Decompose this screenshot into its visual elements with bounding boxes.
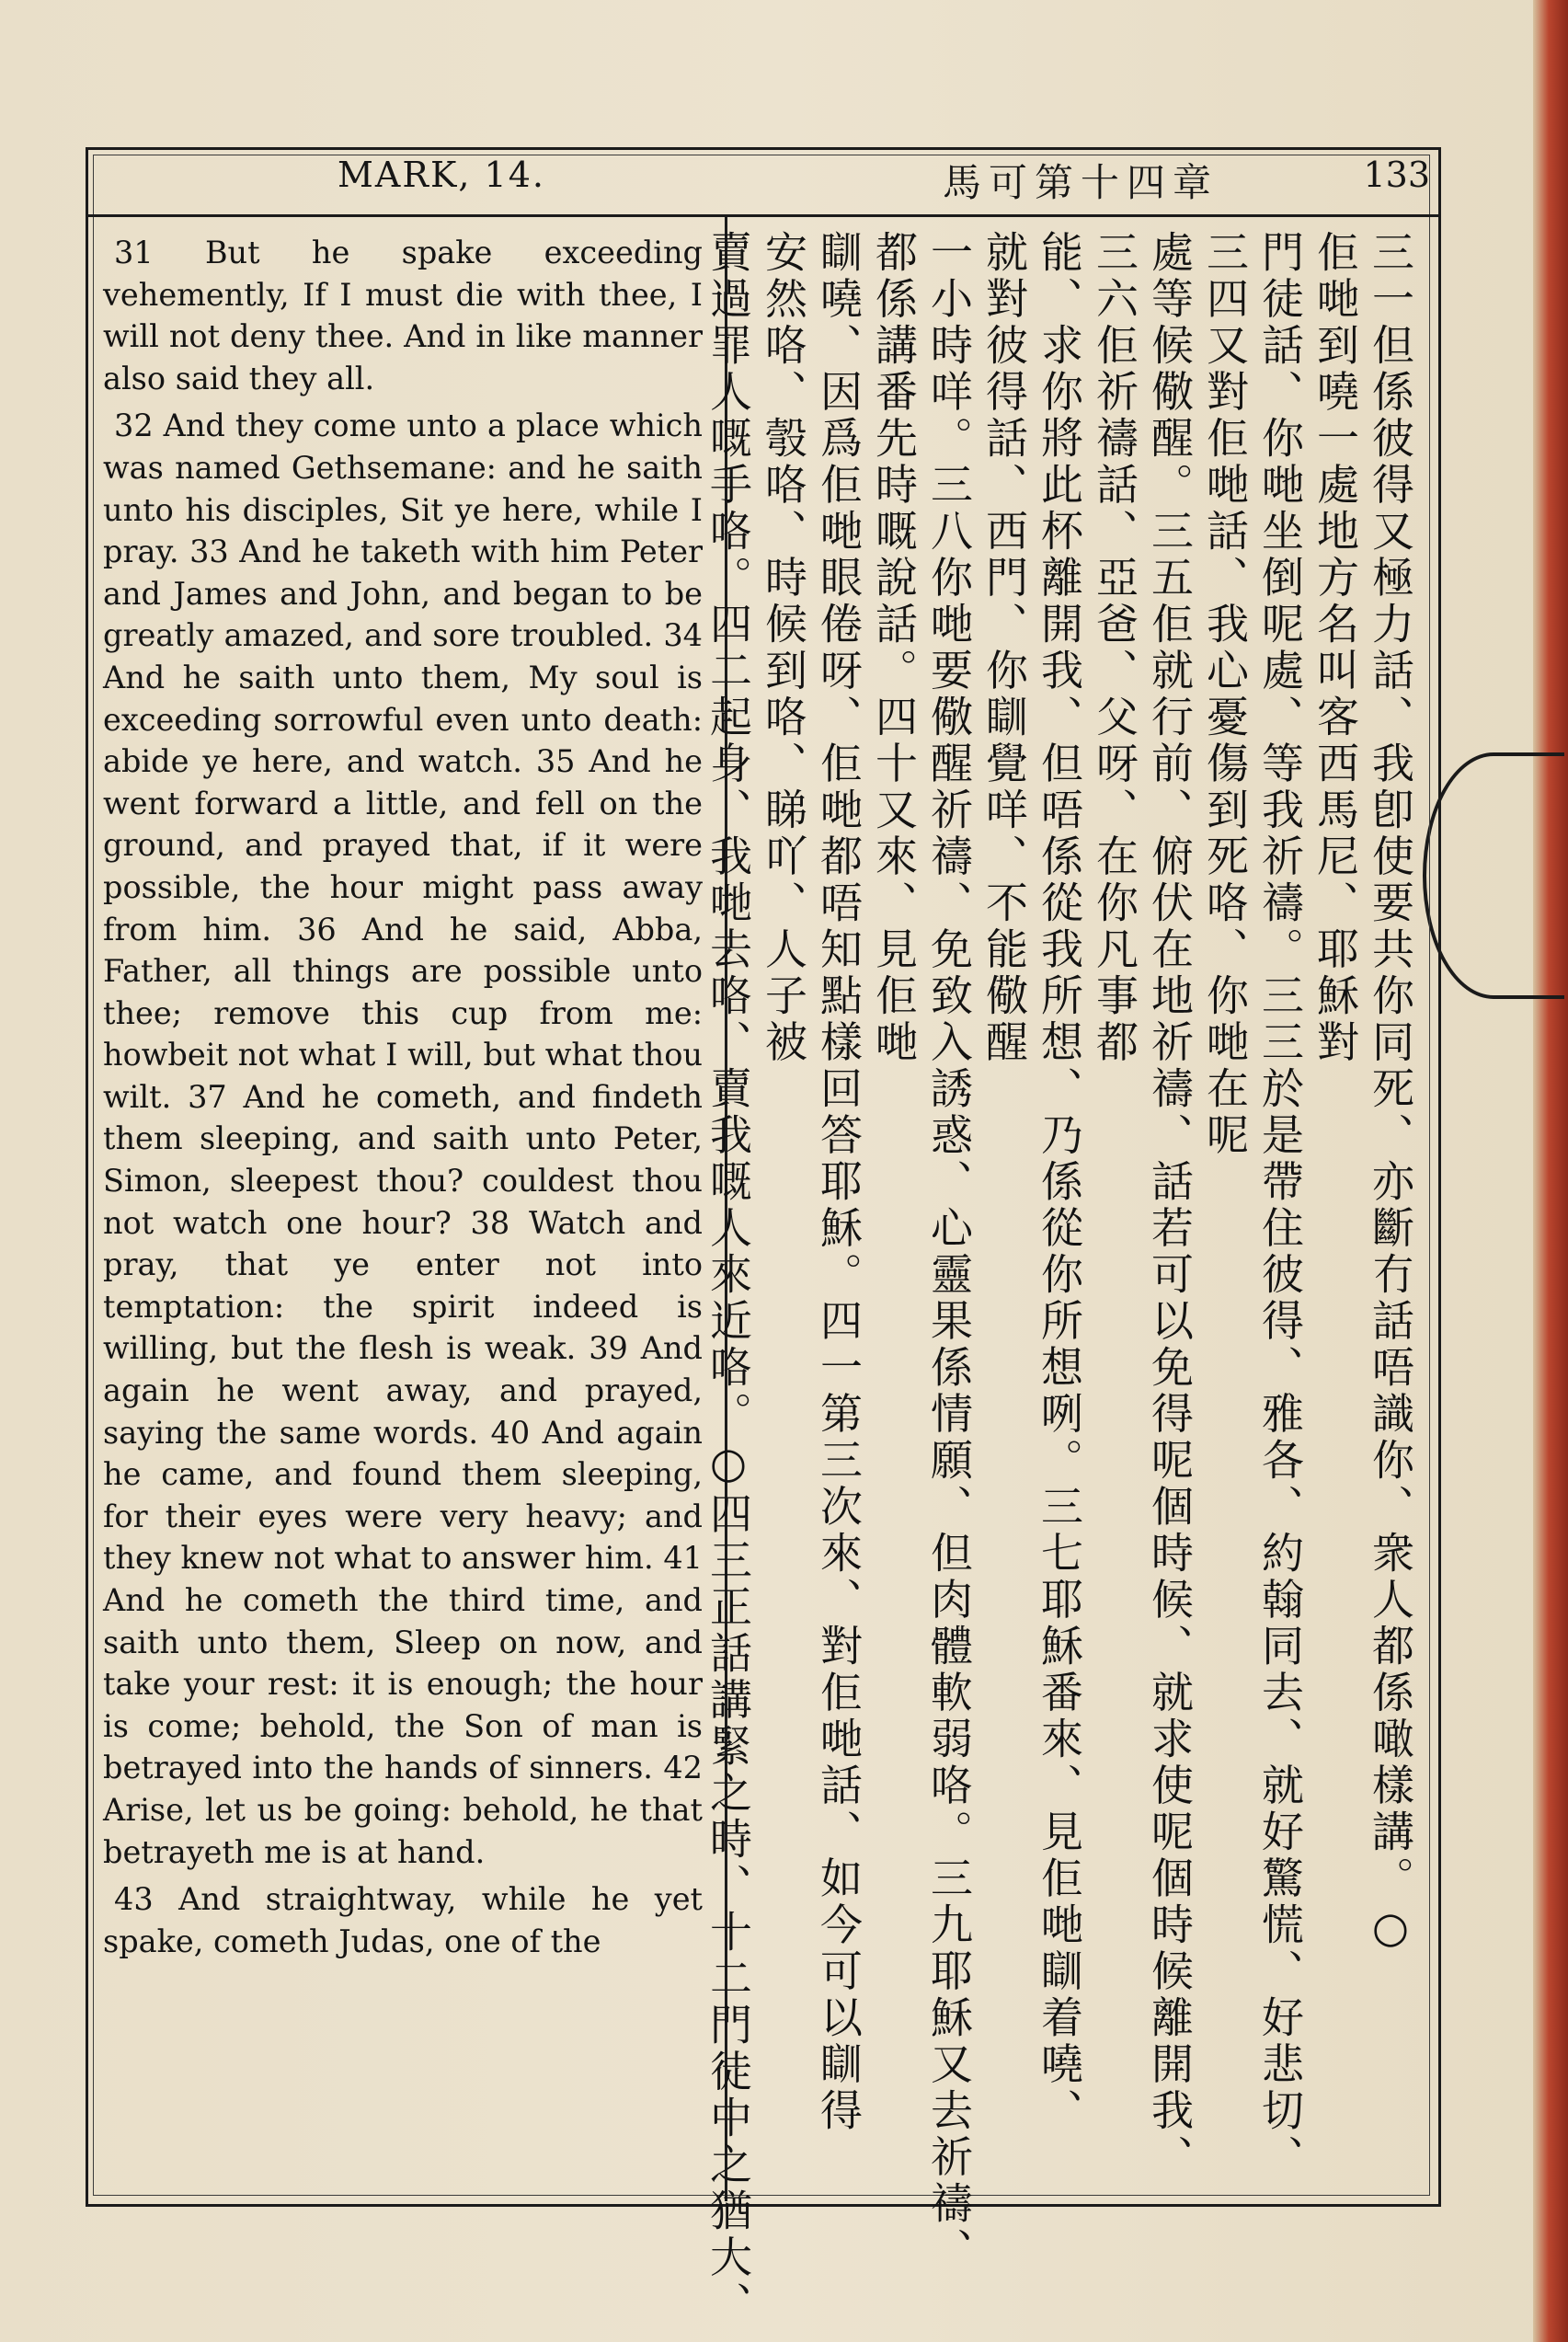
chinese-line: 安然咯、彀咯、時候到咯、睇吖、人子被 <box>759 230 808 1066</box>
english-paragraph: 32 And they come unto a place which was named Gethsemane: and he saith unto his disciples, Sit ye here, while I pray. 33 And he taketh with him Peter and James and John, and began to be greatly amazed, and sore troubled. 34 And he saith unto them, My soul is exceeding sorrowful even unto death: abide ye here, and watch. 35 And he went forward a little, and fell on the ground, and prayed that, if it were possible, the hour might pass away from him. 36 And he said, Abba, Father, all things are possible unto thee; remove this cup from me: howbeit not what I will, but what thou wilt. 37 And he cometh, and findeth them sleeping, and saith unto Peter, Simon, sleepest thou? couldest thou not watch one hour? 38 Watch and pray, that ye enter not into temptation: the spirit indeed is willing, but the flesh is weak. 39 And again he went away, and prayed, saying the same words. 40 And again he came, and found them sleeping, for their eyes were very heavy; and they knew not what to answer him. 41 And he cometh the third time, and saith unto them, Sleep on now, and take your rest: it is enough; the hour is come; behold, the Son of man is betrayed into the hands of sinners. 42 Arise, let us be going: behold, he that betrayeth me is at hand. <box>103 408 703 1870</box>
chinese-line: 三六佢祈禱話、亞爸、父呀、在你凡事都 <box>1090 230 1139 1066</box>
english-paragraph: 43 And straightway, while he yet spake, cometh Judas, one of the <box>103 1881 703 1959</box>
thumb-index-notch <box>1423 752 1564 999</box>
chinese-line: 一小時咩。三八你哋要儆醒祈禱、免致入誘惑、心靈果係情願、但肉體軟弱咯。三九耶穌又去祈禱、 <box>924 230 974 2274</box>
chinese-line: 三四又對佢哋話、我心憂傷到死咯、你哋在呢 <box>1200 230 1250 1159</box>
chinese-line: 能、求你將此杯離開我、但唔係從我所想、乃係從你所想咧。三七耶穌番來、見佢哋瞓着嘵、 <box>1035 230 1084 2135</box>
page-number: 133 <box>1363 155 1430 195</box>
chinese-line: 就對彼得話、西門、你瞓覺咩、不能儆醒 <box>979 230 1029 1066</box>
red-page-edge <box>1533 0 1568 2342</box>
running-title-english: MARK, 14. <box>338 155 545 195</box>
english-paragraph: 31 But he spake exceeding vehemently, If I must die with thee, I will not deny thee. And in like manner also said they all. <box>103 235 703 396</box>
chinese-line: 門徒話、你哋坐倒呢處、等我祈禱。三三於是帶住彼得、雅各、約翰同去、就好驚慌、好悲切、 <box>1255 230 1305 2181</box>
chinese-line: 都係講番先時嘅說話。四十又來、見佢哋 <box>869 230 919 1066</box>
chinese-line: 賣過罪人嘅手咯。四二起身、我哋去咯、賣我嘅人來近咯。○四三正話講緊之時、十二門徒中之猶大、 <box>704 230 753 2328</box>
chinese-line: 處等候儆醒。三五佢就行前、俯伏在地祈禱、話若可以免得呢個時候、就求使呢個時候離開我、 <box>1145 230 1195 2181</box>
chinese-text-column <box>704 230 1418 2328</box>
english-text-column <box>103 232 703 1968</box>
chinese-line: 瞓嘵、因爲佢哋眼倦呀、佢哋都唔知點樣回答耶穌。四一第三次來、對佢哋話、如今可以瞓得 <box>814 230 864 2135</box>
chinese-line: 佢哋到嘵一處地方名叫客西馬尼、耶穌對 <box>1310 230 1360 1066</box>
chinese-line: 三一但係彼得又極力話、我卽使要共你同死、亦斷冇話唔識你、衆人都係噉樣講。○ <box>1366 230 1415 1957</box>
running-title-chinese: 馬可第十四章 <box>942 160 1219 205</box>
header-rule <box>86 214 1438 217</box>
